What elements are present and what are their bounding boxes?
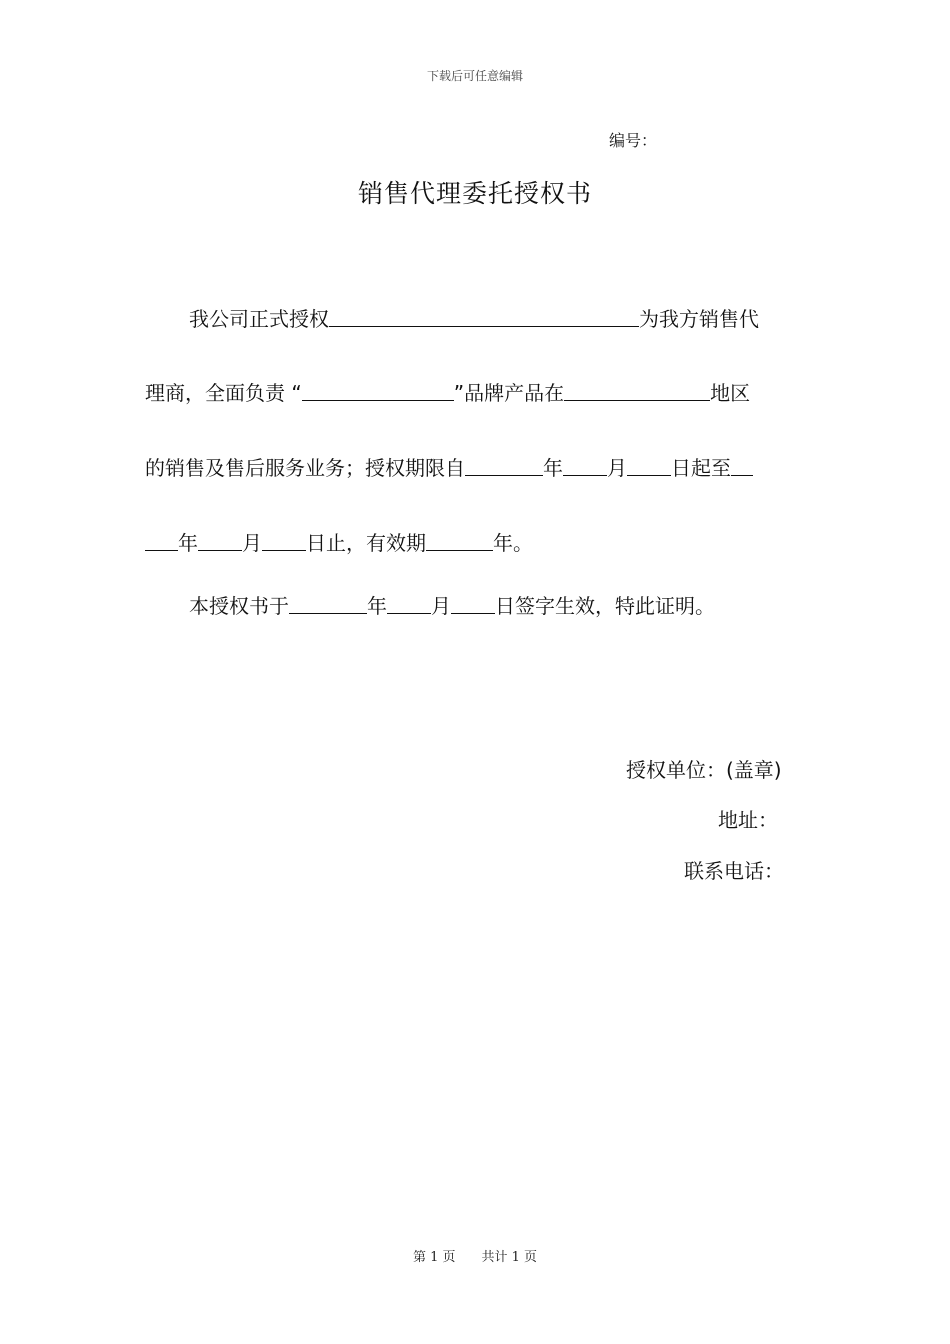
blank-start-year[interactable] — [465, 455, 543, 476]
document-title: 销售代理委托授权书 — [357, 179, 592, 208]
signature-phone: 联系电话： — [684, 859, 784, 883]
signature-address: 地址： — [718, 808, 778, 832]
text-region: 地区 — [710, 381, 751, 405]
blank-start-day[interactable] — [627, 455, 671, 476]
text-brand-products: ”品牌产品在 — [453, 381, 565, 405]
blank-sign-year[interactable] — [289, 593, 367, 614]
body-line-3 — [145, 453, 810, 483]
text-years: 年。 — [493, 531, 533, 555]
blank-valid-years[interactable] — [426, 530, 493, 551]
header-note: 下载后可任意编辑 — [426, 69, 523, 83]
blank-end-day[interactable] — [262, 530, 306, 551]
blank-end-month[interactable] — [198, 530, 242, 551]
blank-region[interactable] — [564, 380, 710, 401]
text-month: 月 — [242, 531, 262, 555]
blank-sign-day[interactable] — [451, 593, 495, 614]
text-responsible: 理商，全面负责 “ — [145, 381, 302, 405]
text-year: 年 — [543, 456, 563, 480]
text-year: 年 — [178, 531, 198, 555]
page-footer — [0, 1246, 950, 1265]
blank-agent-name[interactable] — [329, 306, 639, 327]
blank-brand[interactable] — [302, 380, 454, 401]
page-total: 共计 1 页 — [481, 1250, 538, 1265]
text-authorize: 我公司正式授权 — [189, 307, 329, 331]
body-line-4 — [145, 528, 810, 558]
signature-unit: 授权单位：(盖章) — [626, 758, 782, 782]
blank-sign-month[interactable] — [387, 593, 431, 614]
text-sales-service: 的销售及售后服务业务；授权期限自 — [145, 456, 465, 480]
blank-end-year-part2[interactable] — [145, 530, 178, 551]
text-as-agent: 为我方销售代 — [639, 307, 759, 331]
text-day-from: 日起至 — [671, 456, 731, 480]
text-effective: 日签字生效，特此证明。 — [495, 594, 715, 618]
text-this-authorization: 本授权书于 — [189, 594, 289, 618]
page-number: 第 1 页 — [412, 1250, 456, 1265]
blank-end-year-part1[interactable] — [731, 455, 753, 476]
doc-number-label: 编号： — [609, 131, 658, 150]
body-line-1 — [145, 304, 810, 334]
text-month: 月 — [431, 594, 451, 618]
text-day-until: 日止，有效期 — [306, 531, 426, 555]
text-month: 月 — [607, 456, 627, 480]
text-year: 年 — [367, 594, 387, 618]
blank-start-month[interactable] — [563, 455, 607, 476]
body-line-5 — [145, 591, 810, 621]
body-line-2 — [145, 378, 810, 408]
